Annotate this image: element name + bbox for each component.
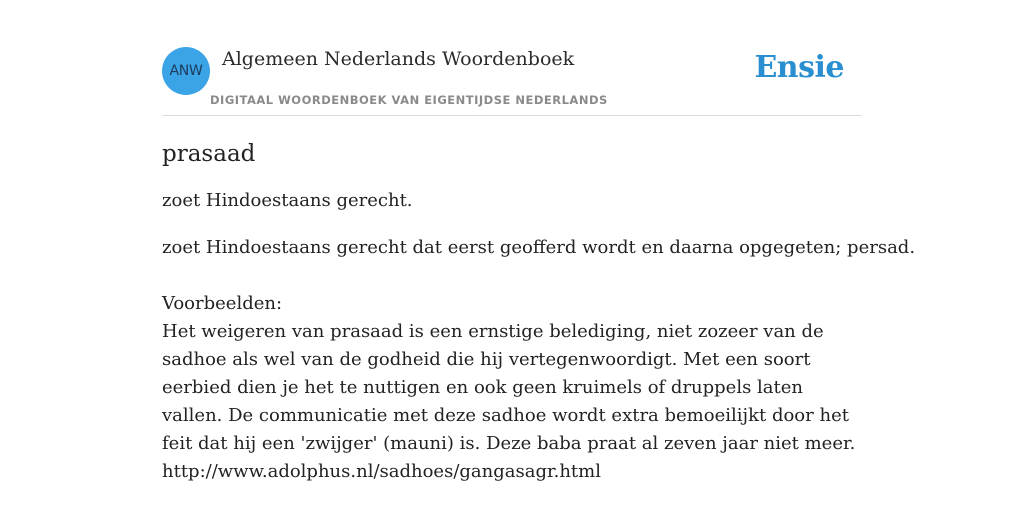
site-subtitle: DIGITAAL WOORDENBOEK VAN EIGENTIJDSE NEDERLANDS [210,93,608,107]
examples-label: Voorbeelden: [162,293,283,314]
ensie-brand-link[interactable]: Ensie [754,50,844,85]
site-title: Algemeen Nederlands Woordenboek [222,48,575,70]
example-source-link[interactable]: http://www.adolphus.nl/sadhoes/gangasagr.html [162,461,601,482]
examples-block [162,290,862,486]
example-text: Het weigeren van prasaad is een ernstige belediging, niet zozeer van de sadhoe als wel van de godheid die hij vertegenwoordigt. Met een soort eerbied dien je het te nuttigen en ook geen kruimels of druppels laten vallen. De communicatie met deze sadhoe wordt extra bemoeilijkt door het feit dat hij een 'zwijger' (mauni) is. Deze baba praat al zeven jaar niet meer. [162,321,856,454]
entry-content [162,138,916,486]
long-definition: zoet Hindoestaans gerecht dat eerst geofferd wordt en daarna opgegeten; persad. [162,237,916,258]
short-definition: zoet Hindoestaans gerecht. [162,190,413,211]
entry-headword: prasaad [162,141,256,167]
site-header [162,46,862,116]
anw-logo[interactable]: ANW [162,47,210,95]
